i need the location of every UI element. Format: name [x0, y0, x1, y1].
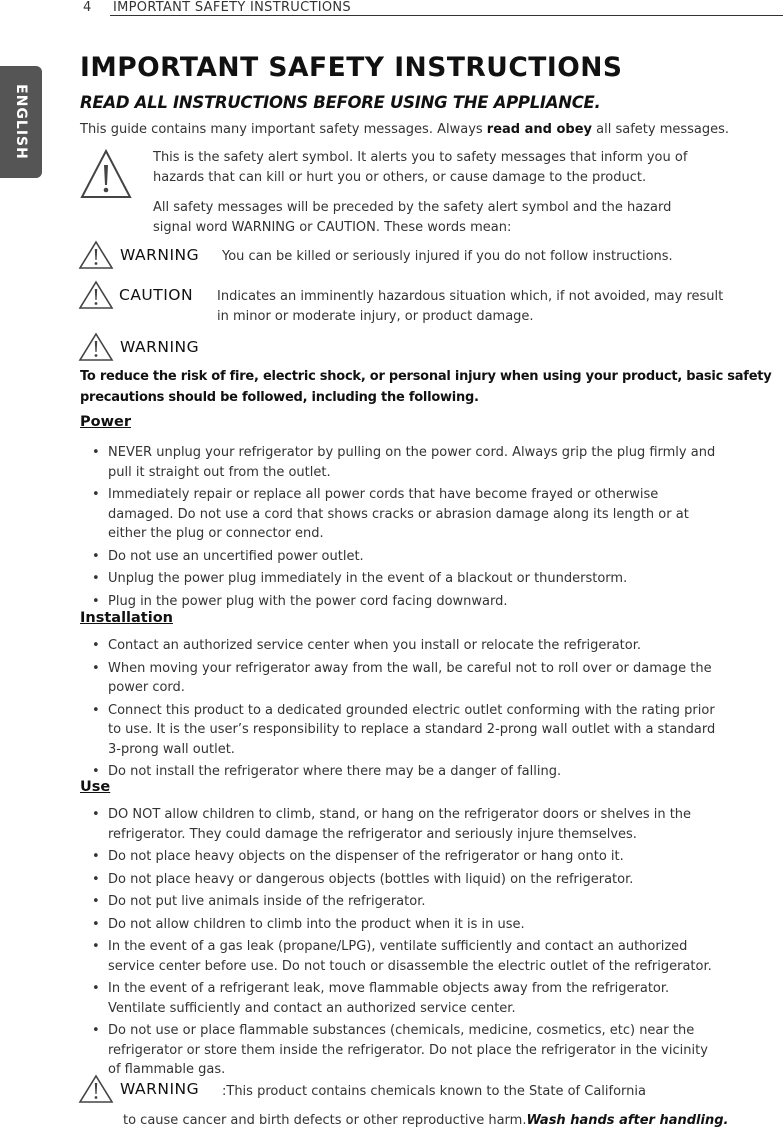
- bullet-point: •: [92, 764, 100, 779]
- bullet-point: •: [92, 916, 100, 932]
- text-line: to use. It is the user’s responsibility to replace a standard 2-prong wall outlet with a standard: [108, 722, 716, 737]
- bullet-point: •: [92, 894, 100, 909]
- warning-triangle-icon: [78, 240, 114, 270]
- text-line: This is the safety alert symbol. It alerts you to safety messages that inform you of: [153, 150, 688, 165]
- list-item: [92, 659, 715, 698]
- text-line: 3-prong wall outlet.: [108, 741, 235, 757]
- list-item: [92, 892, 712, 912]
- bullet-point: •: [92, 807, 100, 822]
- bullet-point: •: [92, 939, 100, 954]
- text-line: When moving your refrigerator away from the wall, be careful not to roll over or damage the: [108, 660, 712, 676]
- text-line: refrigerator or store them inside the refrigerator. Do not place the refrigerator in the vicinity: [108, 1042, 708, 1058]
- text-line: Immediately repair or replace all power cords that have become frayed or otherwise: [108, 487, 659, 502]
- text-line: to cause cancer and birth defects or other reproductive harm.: [123, 1113, 527, 1128]
- page-subtitle: READ ALL INSTRUCTIONS BEFORE USING THE APPLIANCE.: [80, 93, 601, 112]
- text-line: Do not install the refrigerator where there may be a danger of falling.: [108, 764, 562, 779]
- caution-definition: [217, 287, 723, 326]
- list-item: [92, 915, 712, 935]
- list-item: [92, 805, 712, 844]
- bullet-point: •: [92, 548, 100, 564]
- bullet-point: •: [92, 571, 100, 586]
- alert-symbol-text: [153, 148, 687, 187]
- text-line: Unplug the power plug immediately in the event of a blackout or thunderstorm.: [108, 571, 628, 586]
- list-item: [92, 847, 712, 867]
- section-heading-use: Use: [80, 779, 111, 795]
- text-line: Do not place heavy objects on the dispenser of the refrigerator or hang onto it.: [108, 849, 624, 864]
- text-line: NEVER unplug your refrigerator by pulling on the power cord. Always grip the plug firmly and: [108, 445, 716, 460]
- text-line: Do not use or place flammable substances (chemicals, medicine, cosmetics, etc) near the: [108, 1023, 695, 1038]
- bullet-point: •: [92, 1023, 100, 1038]
- list-item: [92, 937, 712, 976]
- text-line: precautions should be followed, including the following.: [80, 390, 479, 405]
- text-line: hazards that can kill or hurt you or others, or cause damage to the product.: [153, 169, 647, 185]
- warning-triangle-icon: [78, 280, 114, 310]
- bullet-point: •: [92, 445, 100, 460]
- header-rule: [110, 15, 783, 16]
- prop65-emphasis: Wash hands after handling.: [526, 1113, 729, 1128]
- installation-list: [92, 636, 715, 785]
- list-item: [92, 762, 715, 782]
- caution-label: CAUTION: [119, 286, 194, 304]
- text-line: service center before use. Do not touch or disassemble the electric outlet of the refrigerator.: [108, 958, 712, 974]
- use-list: [92, 805, 712, 1083]
- intro-part: This guide contains many important safety messages. Always: [80, 122, 487, 137]
- page-title: IMPORTANT SAFETY INSTRUCTIONS: [80, 52, 623, 83]
- list-item: [92, 443, 715, 482]
- text-line: DO NOT allow children to climb, stand, or hang on the refrigerator doors or shelves in the: [108, 807, 692, 822]
- text-line: in minor or moderate injury, or product damage.: [217, 308, 534, 324]
- text-line: In the event of a refrigerant leak, move flammable objects away from the refrigerator.: [108, 981, 670, 996]
- page-number: 4: [83, 0, 92, 15]
- warning-triangle-icon: [79, 148, 133, 200]
- text-line: In the event of a gas leak (propane/LPG), ventilate sufficiently and contact an authorized: [108, 939, 688, 954]
- prop65-line1: :This product contains chemicals known to the State of California: [222, 1084, 646, 1099]
- list-item: [92, 701, 715, 760]
- bullet-point: •: [92, 593, 100, 609]
- list-item: [92, 636, 715, 656]
- intro-bold: read and obey: [486, 122, 593, 137]
- text-line: damaged. Do not use a cord that shows cracks or abrasion damage along its length or at: [108, 506, 689, 522]
- bullet-point: •: [92, 638, 100, 653]
- warning-triangle-icon: [78, 1074, 114, 1104]
- intro-part: all safety messages.: [592, 122, 730, 137]
- text-line: Do not use an uncertified power outlet.: [108, 548, 364, 564]
- section-heading-power: Power: [80, 414, 131, 430]
- bullet-point: •: [92, 849, 100, 864]
- list-item: [92, 485, 715, 544]
- warning-triangle-icon: [78, 332, 114, 362]
- text-line: pull it straight out from the outlet.: [108, 464, 331, 480]
- text-line: of flammable gas.: [108, 1062, 226, 1077]
- list-item: [92, 592, 715, 612]
- bullet-point: •: [92, 487, 100, 502]
- prop65-label: WARNING: [120, 1080, 200, 1098]
- list-item: [92, 547, 715, 567]
- warning-label: WARNING: [120, 246, 200, 264]
- text-line: signal word WARNING or CAUTION. These words mean:: [153, 219, 512, 235]
- list-item: [92, 1021, 712, 1080]
- text-line: To reduce the risk of fire, electric shock, or personal injury when using your product, basic safety: [80, 369, 772, 384]
- text-line: All safety messages will be preceded by the safety alert symbol and the hazard: [153, 200, 672, 215]
- language-tab: [0, 66, 42, 178]
- warning-intro: [80, 366, 771, 408]
- section-heading-installation: Installation: [80, 610, 173, 626]
- list-item: [92, 870, 712, 890]
- text-line: Plug in the power plug with the power cord facing downward.: [108, 593, 508, 609]
- text-line: Ventilate sufficiently and contact an authorized service center.: [108, 1000, 516, 1016]
- text-line: Do not place heavy or dangerous objects (bottles with liquid) on the refrigerator.: [108, 871, 634, 887]
- text-line: either the plug or connector end.: [108, 526, 324, 541]
- list-item: [92, 569, 715, 589]
- text-line: Do not allow children to climb into the product when it is in use.: [108, 916, 525, 932]
- text-line: Do not put live animals inside of the refrigerator.: [108, 894, 426, 909]
- list-item: [92, 979, 712, 1018]
- bullet-point: •: [92, 702, 100, 718]
- bullet-point: •: [92, 981, 100, 996]
- text-line: power cord.: [108, 680, 185, 695]
- text-line: Connect this product to a dedicated grounded electric outlet conforming with the rating prior: [108, 702, 715, 718]
- prop65-line2: [123, 1111, 728, 1129]
- bullet-point: •: [92, 660, 100, 676]
- bullet-point: •: [92, 871, 100, 887]
- signal-word-text: [153, 198, 671, 237]
- language-tab-label: ENGLISH: [13, 84, 29, 160]
- text-line: Indicates an imminently hazardous situation which, if not avoided, may result: [217, 289, 724, 304]
- intro-text: [80, 120, 729, 140]
- text-line: Contact an authorized service center when you install or relocate the refrigerator.: [108, 638, 642, 653]
- text-line: refrigerator. They could damage the refrigerator and seriously injure themselves.: [108, 826, 637, 842]
- running-header: IMPORTANT SAFETY INSTRUCTIONS: [113, 0, 351, 15]
- power-list: [92, 443, 715, 614]
- warning-definition: You can be killed or seriously injured if you do not follow instructions.: [222, 249, 673, 264]
- warning-heading: WARNING: [120, 338, 200, 356]
